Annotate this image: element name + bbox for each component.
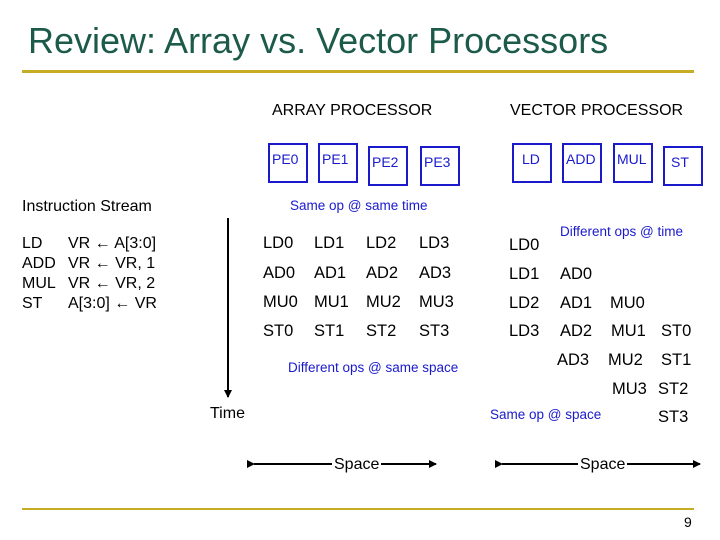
vector-cell: MU2 — [608, 351, 643, 369]
operand-mul: VR ← VR, 2 — [68, 275, 156, 292]
vector-cell: MU3 — [612, 380, 647, 398]
vector-cell: LD2 — [509, 294, 540, 312]
op-ld: LD — [22, 235, 43, 252]
array-note-top: Same op @ same time — [290, 198, 428, 213]
vector-cell: ST3 — [658, 408, 689, 426]
instruction-stream-label: Instruction Stream — [22, 198, 152, 215]
pe2-label: PE2 — [372, 154, 399, 170]
vector-add-label: ADD — [566, 151, 596, 167]
vector-cell: AD3 — [557, 351, 590, 369]
array-cell: AD3 — [419, 264, 452, 282]
operand-ld: VR ← A[3:0] — [68, 235, 157, 252]
array-cell: LD1 — [314, 234, 345, 252]
footer-rule — [22, 508, 694, 510]
array-cell: ST2 — [366, 322, 397, 340]
vector-cell: AD1 — [560, 294, 593, 312]
vector-cell: AD0 — [560, 265, 593, 283]
array-processor-heading: ARRAY PROCESSOR — [272, 102, 433, 119]
vector-cell: ST0 — [661, 322, 692, 340]
vector-cell: LD3 — [509, 322, 540, 340]
vector-ld-label: LD — [522, 151, 540, 167]
array-cell: LD3 — [419, 234, 450, 252]
vector-cell: MU1 — [611, 322, 646, 340]
array-cell: MU2 — [366, 293, 401, 311]
op-st: ST — [22, 295, 43, 312]
vector-cell: ST2 — [658, 380, 689, 398]
pe3-label: PE3 — [424, 154, 451, 170]
array-cell: MU3 — [419, 293, 454, 311]
pe1-label: PE1 — [322, 151, 349, 167]
space-label-left: Space — [334, 456, 380, 473]
array-cell: ST0 — [263, 322, 294, 340]
slide-title: Review: Array vs. Vector Processors — [28, 20, 609, 61]
op-mul: MUL — [22, 275, 56, 292]
array-cell: AD0 — [263, 264, 296, 282]
vector-mul-label: MUL — [617, 151, 647, 167]
operand-st: A[3:0] ← VR — [68, 295, 157, 312]
vector-note-top: Different ops @ time — [560, 224, 684, 239]
vector-cell: MU0 — [610, 294, 645, 312]
vector-st-label: ST — [671, 154, 689, 170]
array-cell: LD2 — [366, 234, 397, 252]
array-cell: ST3 — [419, 322, 450, 340]
space-label-right: Space — [580, 456, 626, 473]
array-cell: AD2 — [366, 264, 399, 282]
array-note-bottom: Different ops @ same space — [288, 360, 459, 375]
array-cell: LD0 — [263, 234, 294, 252]
page-number: 9 — [684, 514, 692, 530]
vector-cell: LD0 — [509, 236, 540, 254]
array-cell: MU0 — [263, 293, 298, 311]
op-add: ADD — [22, 255, 56, 272]
vector-cell: LD1 — [509, 265, 540, 283]
vector-cell: AD2 — [560, 322, 593, 340]
pe0-label: PE0 — [272, 151, 299, 167]
array-cell: AD1 — [314, 264, 347, 282]
array-cell: ST1 — [314, 322, 345, 340]
vector-cell: ST1 — [661, 351, 692, 369]
vector-note-bottom: Same op @ space — [490, 407, 602, 422]
array-cell: MU1 — [314, 293, 349, 311]
time-label: Time — [210, 405, 245, 422]
vector-processor-heading: VECTOR PROCESSOR — [510, 102, 684, 119]
operand-add: VR ← VR, 1 — [68, 255, 156, 272]
